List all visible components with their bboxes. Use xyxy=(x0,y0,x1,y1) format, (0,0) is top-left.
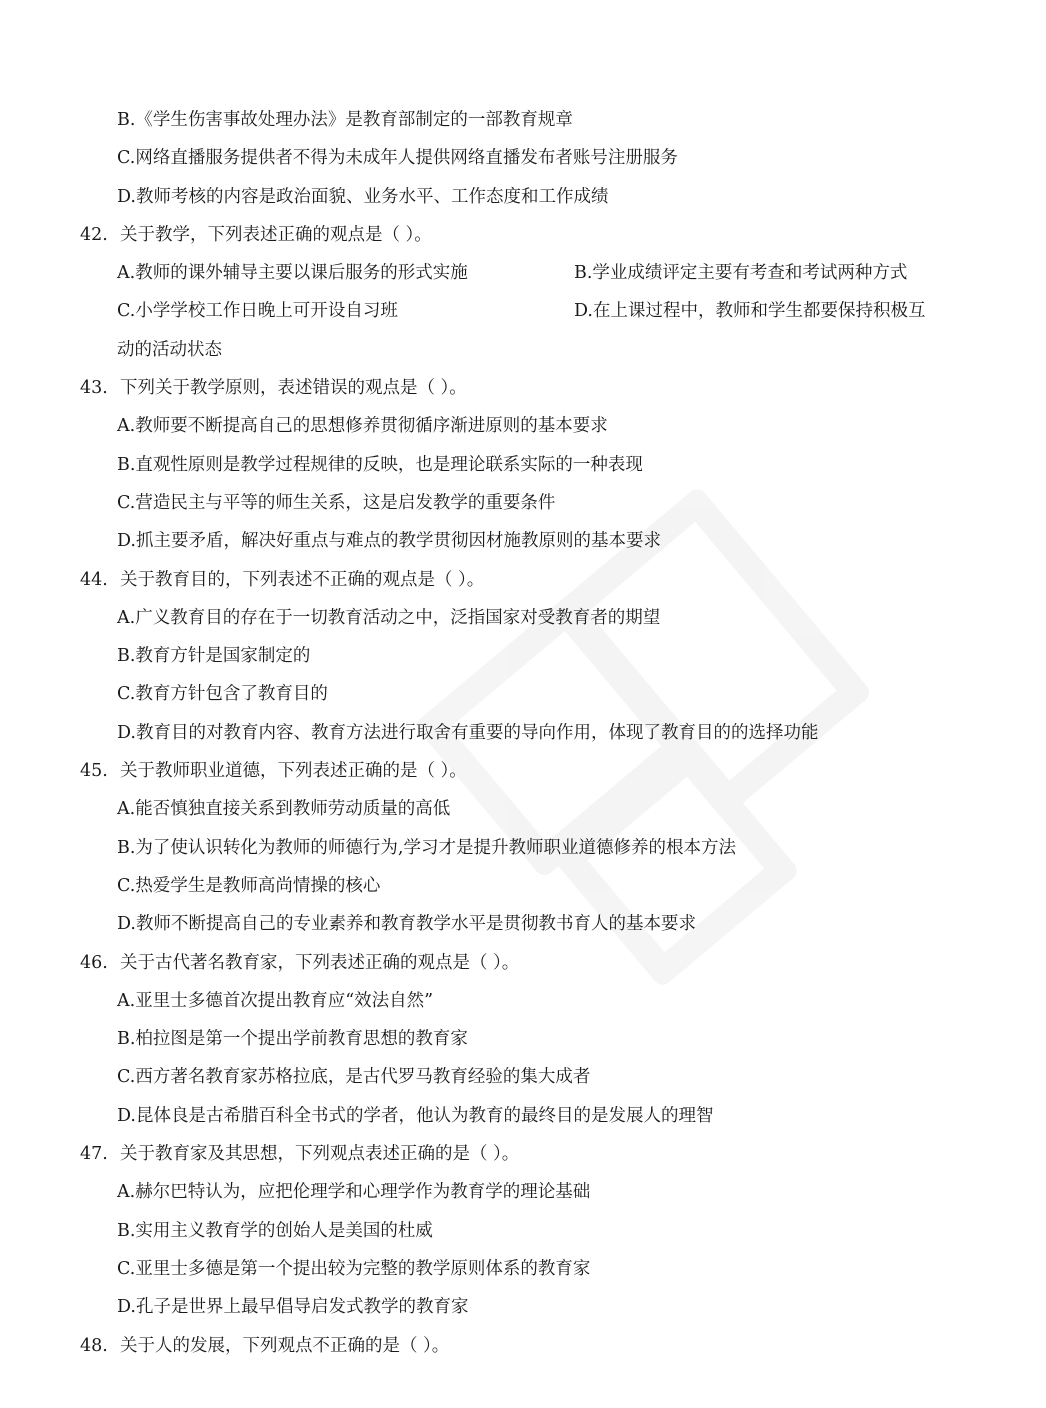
option-row-42-cd xyxy=(0,292,1046,330)
option-41-d: D.教师考核的内容是政治面貌、业务水平、工作态度和工作成绩 xyxy=(117,186,609,207)
option-46-d: D.昆体良是古希腊百科全书式的学者，他认为教育的最终目的是发展人的理智 xyxy=(117,1105,714,1126)
question-47 xyxy=(0,1135,1046,1173)
question-46 xyxy=(0,944,1046,982)
question-number: 46. xyxy=(80,952,108,973)
option-row-42-ab xyxy=(0,254,1046,292)
question-stem: 关于教师职业道德，下列表述正确的是（ ）。 xyxy=(120,761,467,782)
question-stem: 关于人的发展，下列观点不正确的是（ ）。 xyxy=(120,1335,450,1356)
option-42-c: C.小学学校工作日晚上可开设自习班 xyxy=(117,301,398,322)
question-42 xyxy=(0,216,1046,254)
question-stem: 关于教育目的，下列表述不正确的观点是（ ）。 xyxy=(120,569,485,590)
option-43-c: C.营造民主与平等的师生关系，这是启发教学的重要条件 xyxy=(117,492,556,513)
question-48 xyxy=(0,1327,1046,1365)
option-42-d-continued: 动的活动状态 xyxy=(117,339,222,360)
option-45-a: A.能否慎独直接关系到教师劳动质量的高低 xyxy=(117,799,451,820)
option-45-c: C.热爱学生是教师高尚情操的核心 xyxy=(117,875,381,896)
option-45-b: B.为了使认识转化为教师的师德行为,学习才是提升教师职业道德修养的根本方法 xyxy=(117,837,736,858)
option-44-a: A.广义教育目的存在于一切教育活动之中，泛指国家对受教育者的期望 xyxy=(117,607,661,628)
question-number: 43. xyxy=(80,378,108,399)
question-stem: 关于古代著名教育家，下列表述正确的观点是（ ）。 xyxy=(120,952,520,973)
question-number: 48. xyxy=(80,1335,108,1356)
option-41-c: C.网络直播服务提供者不得为未成年人提供网络直播发布者账号注册服务 xyxy=(117,148,678,169)
option-44-d: D.教育目的对教育内容、教育方法进行取舍有重要的导向作用，体现了教育目的的选择功能 xyxy=(117,722,819,743)
option-41-b: B.《学生伤害事故处理办法》是教育部制定的一部教育规章 xyxy=(117,110,573,130)
question-43 xyxy=(0,369,1046,407)
question-45 xyxy=(0,752,1046,790)
question-list xyxy=(0,101,1046,1365)
option-43-a: A.教师要不断提高自己的思想修养贯彻循序渐进原则的基本要求 xyxy=(117,416,608,437)
option-42-d: D.在上课过程中，教师和学生都要保持积极互 xyxy=(574,301,926,322)
option-47-d: D.孔子是世界上最早倡导启发式教学的教育家 xyxy=(117,1297,469,1318)
option-46-a: A.亚里士多德首次提出教育应“效法自然” xyxy=(117,990,434,1011)
question-number: 47. xyxy=(80,1144,108,1165)
option-45-d: D.教师不断提高自己的专业素养和教育教学水平是贯彻教书育人的基本要求 xyxy=(117,914,696,935)
option-46-b: B.柏拉图是第一个提出学前教育思想的教育家 xyxy=(117,1029,468,1050)
question-stem: 关于教育家及其思想，下列观点表述正确的是（ ）。 xyxy=(120,1144,520,1165)
question-number: 42. xyxy=(80,224,108,245)
option-47-b: B.实用主义教育学的创始人是美国的杜威 xyxy=(117,1220,433,1241)
question-number: 44. xyxy=(80,569,108,590)
option-43-d: D.抓主要矛盾，解决好重点与难点的教学贯彻因材施教原则的基本要求 xyxy=(117,531,661,552)
option-42-b: B.学业成绩评定主要有考查和考试两种方式 xyxy=(574,263,908,284)
option-44-c: C.教育方针包含了教育目的 xyxy=(117,684,328,705)
option-42-a: A.教师的课外辅导主要以课后服务的形式实施 xyxy=(117,263,468,284)
question-44 xyxy=(0,561,1046,599)
option-44-b: B.教育方针是国家制定的 xyxy=(117,646,311,667)
option-47-a: A.赫尔巴特认为，应把伦理学和心理学作为教育学的理论基础 xyxy=(117,1182,591,1203)
question-stem: 下列关于教学原则，表述错误的观点是（ ）。 xyxy=(120,378,467,399)
option-43-b: B.直观性原则是教学过程规律的反映，也是理论联系实际的一种表现 xyxy=(117,454,643,475)
question-stem: 关于教学，下列表述正确的观点是（ ）。 xyxy=(120,224,432,245)
option-47-c: C.亚里士多德是第一个提出较为完整的教学原则体系的教育家 xyxy=(117,1258,591,1279)
option-46-c: C.西方著名教育家苏格拉底，是古代罗马教育经验的集大成者 xyxy=(117,1067,591,1088)
question-number: 45. xyxy=(80,761,108,782)
